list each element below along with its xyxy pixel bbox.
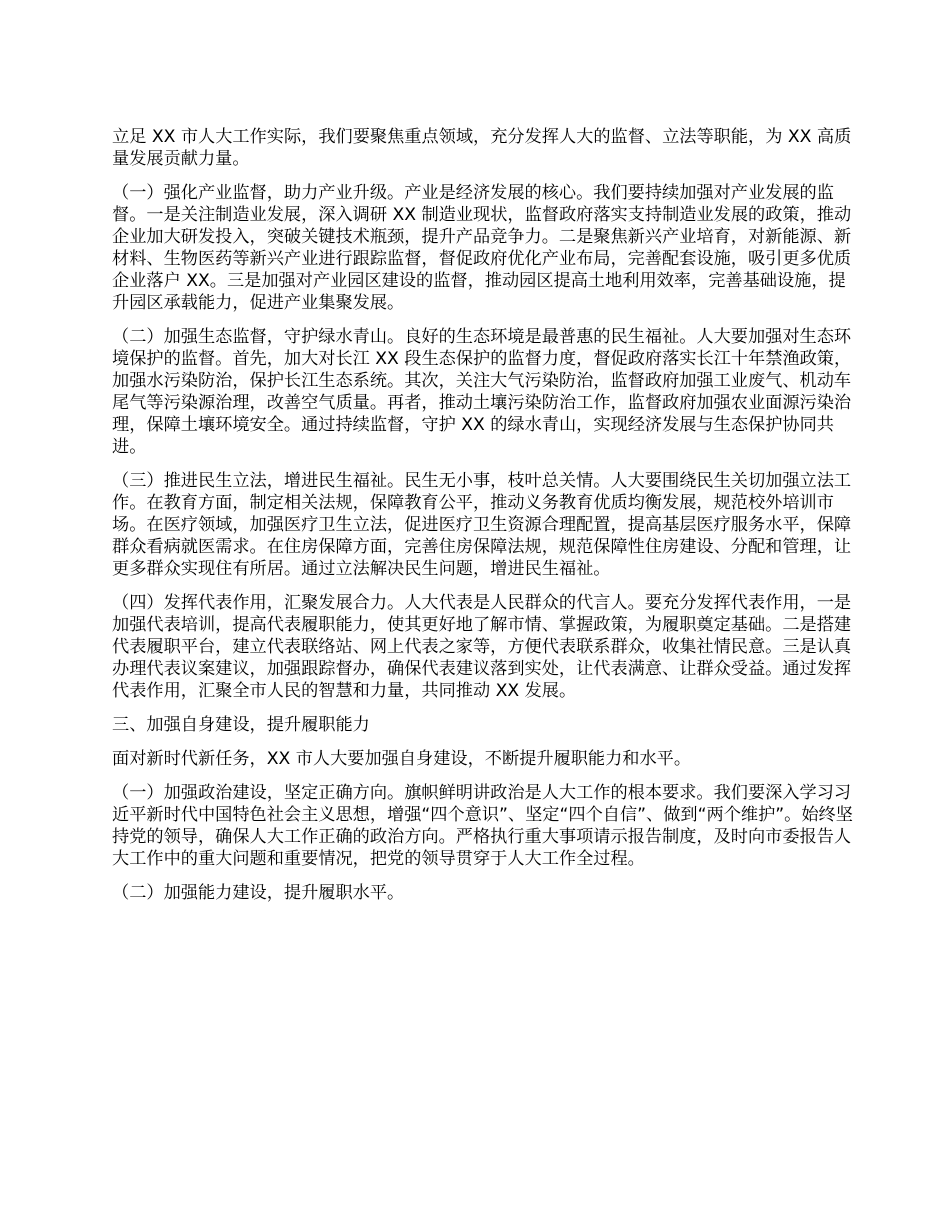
document-page	[112, 126, 857, 916]
paragraph-ecology-supervision: （二）加强生态监督，守护绿水青山。良好的生态环境是最普惠的民生福祉。人大要加强对生态环境保护的监督。首先，加大对长江 XX 段生态保护的监督力度，督促政府落实长江十年禁渔政策，加强水污染防治，保护长江生态系统。其次，关注大气污染防治，监督政府加强工业废气、机动车尾气等污染源治理，改善空气质量。再者，推动土壤污染防治工作，监督政府加强农业面源污染治理，保障土壤环境安全。通过持续监督，守护 XX 的绿水青山，实现经济发展与生态保护协同共进。	[112, 327, 852, 457]
paragraph-political-building: （一）加强政治建设，坚定正确方向。旗帜鲜明讲政治是人大工作的根本要求。我们要深入学习习近平新时代中国特色社会主义思想，增强“四个意识”、坚定“四个自信”、做到“两个维护”。始终坚持党的领导，确保人大工作正确的政治方向。严格执行重大事项请示报告制度，及时向市委报告人大工作中的重大问题和重要情况，把党的领导贯穿于人大工作全过程。	[112, 783, 853, 869]
paragraph-industry-supervision: （一）强化产业监督，助力产业升级。产业是经济发展的核心。我们要持续加强对产业发展的监督。一是关注制造业发展，深入调研 XX 制造业现状，监督政府落实支持制造业发展的政策，推动企业加大研发投入，突破关键技术瓶颈，提升产品竞争力。二是聚焦新兴产业培育，对新能源、新材料、生物医药等新兴产业进行跟踪监督，督促政府优化产业布局，完善配套设施，吸引更多优质企业落户 XX。三是加强对产业园区建设的监督，推动园区提高土地利用效率，完善基础设施，提升园区承载能力，促进产业集聚发展。	[112, 183, 852, 313]
section-heading-self-building: 三、加强自身建设，提升履职能力	[112, 715, 370, 735]
paragraph-deputies-role: （四）发挥代表作用，汇聚发展合力。人大代表是人民群众的代言人。要充分发挥代表作用，一是加强代表培训，提高代表履职能力，使其更好地了解市情、掌握政策，为履职奠定基础。二是搭建代表履职平台，建立代表联络站、网上代表之家等，方便代表联系群众，收集社情民意。三是认真办理代表议案建议，加强跟踪督办，确保代表建议落到实处，让代表满意、让群众受益。通过发挥代表作用，汇聚全市人民的智慧和力量，共同推动 XX 发展。	[112, 593, 852, 701]
paragraph-capacity-building: （二）加强能力建设，提升履职水平。	[112, 883, 405, 903]
paragraph-livelihood-legislation: （三）推进民生立法，增进民生福祉。民生无小事，枝叶总关情。人大要围绕民生关切加强立法工作。在教育方面，制定相关法规，保障教育公平，推动义务教育优质均衡发展，规范校外培训市场。在医疗领域，加强医疗卫生立法，促进医疗卫生资源合理配置，提高基层医疗服务水平，保障群众看病就医需求。在住房保障方面，完善住房保障法规，规范保障性住房建设、分配和管理，让更多群众实现住有所居。通过立法解决民生问题，增进民生福祉。	[112, 471, 852, 579]
paragraph-self-building-intro: 面对新时代新任务，XX 市人大要加强自身建设，不断提升履职能力和水平。	[112, 749, 692, 769]
paragraph-intro: 立足 XX 市人大工作实际，我们要聚焦重点领域，充分发挥人大的监督、立法等职能，为 XX 高质量发展贡献力量。	[112, 127, 852, 169]
